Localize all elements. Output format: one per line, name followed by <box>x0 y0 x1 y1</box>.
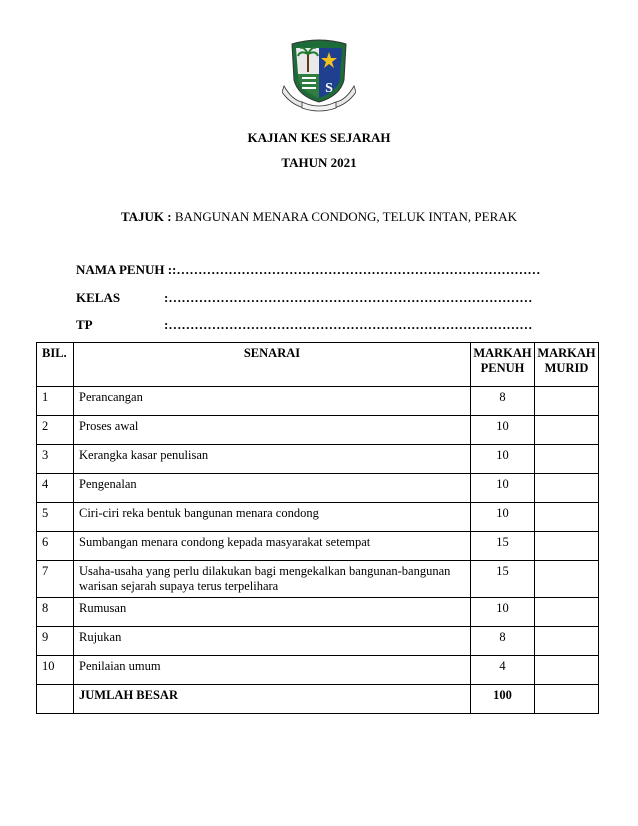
total-markah-penuh: 100 <box>471 685 535 714</box>
total-markah-murid[interactable] <box>535 685 599 714</box>
row-item: Rujukan <box>74 627 471 656</box>
row-bil: 3 <box>37 445 74 474</box>
row-item: Sumbangan menara condong kepada masyarakat setempat <box>74 532 471 561</box>
header-senarai: SENARAI <box>74 343 471 387</box>
svg-text:S: S <box>325 81 333 96</box>
table-row <box>37 416 599 445</box>
header-bil: BIL. <box>37 343 74 387</box>
name-field <box>76 262 540 278</box>
row-markah-penuh: 8 <box>471 387 535 416</box>
class-field <box>76 290 532 306</box>
row-bil: 6 <box>37 532 74 561</box>
row-markah-penuh: 15 <box>471 532 535 561</box>
row-item: Kerangka kasar penulisan <box>74 445 471 474</box>
row-item: Perancangan <box>74 387 471 416</box>
row-bil: 4 <box>37 474 74 503</box>
row-markah-murid[interactable] <box>535 387 599 416</box>
row-markah-murid[interactable] <box>535 561 599 598</box>
row-bil: 2 <box>37 416 74 445</box>
row-bil: 8 <box>37 598 74 627</box>
row-markah-murid[interactable] <box>535 445 599 474</box>
table-row <box>37 532 599 561</box>
row-bil: 7 <box>37 561 74 598</box>
class-label: KELAS <box>76 290 121 305</box>
table-row <box>37 656 599 685</box>
row-item: Penilaian umum <box>74 656 471 685</box>
table-row <box>37 387 599 416</box>
row-item: Proses awal <box>74 416 471 445</box>
row-item: Usaha-usaha yang perlu dilakukan bagi mengekalkan bangunan-bangunan warisan sejarah supaya terus terpelihara <box>74 561 471 598</box>
table-row <box>37 503 599 532</box>
table-row <box>37 598 599 627</box>
row-bil: 9 <box>37 627 74 656</box>
header-markah-penuh: MARKAH PENUH <box>471 343 535 387</box>
tp-label: TP <box>76 317 93 332</box>
tp-blank: :………………………………………………………………………… <box>164 317 533 332</box>
marks-table <box>36 342 599 714</box>
row-markah-murid[interactable] <box>535 474 599 503</box>
document-title: KAJIAN KES SEJARAH <box>247 130 391 145</box>
row-bil: 10 <box>37 656 74 685</box>
row-markah-penuh: 10 <box>471 474 535 503</box>
row-markah-murid[interactable] <box>535 656 599 685</box>
row-markah-murid[interactable] <box>535 532 599 561</box>
row-markah-murid[interactable] <box>535 503 599 532</box>
row-item: Rumusan <box>74 598 471 627</box>
table-row <box>37 627 599 656</box>
row-item: Pengenalan <box>74 474 471 503</box>
row-item: Ciri-ciri reka bentuk bangunan menara condong <box>74 503 471 532</box>
topic-line <box>0 209 638 225</box>
topic-label: TAJUK : <box>120 209 172 224</box>
row-markah-penuh: 10 <box>471 503 535 532</box>
row-markah-penuh: 8 <box>471 627 535 656</box>
header-markah-murid: MARKAH MURID <box>535 343 599 387</box>
row-markah-murid[interactable] <box>535 416 599 445</box>
class-blank: :………………………………………………………………………… <box>164 290 533 305</box>
row-markah-murid[interactable] <box>535 627 599 656</box>
school-crest-logo <box>282 36 356 114</box>
table-row <box>37 445 599 474</box>
total-row <box>37 685 599 714</box>
document-year: TAHUN 2021 <box>281 155 357 170</box>
topic-text: BANGUNAN MENARA CONDONG, TELUK INTAN, PERAK <box>174 209 518 224</box>
total-label: JUMLAH BESAR <box>74 685 471 714</box>
name-blank: :………………………………………………………………………… <box>172 262 541 277</box>
name-label: NAMA PENUH : <box>76 262 173 277</box>
row-markah-penuh: 10 <box>471 445 535 474</box>
table-row <box>37 561 599 598</box>
row-markah-penuh: 10 <box>471 598 535 627</box>
row-markah-penuh: 4 <box>471 656 535 685</box>
row-markah-penuh: 15 <box>471 561 535 598</box>
table-header-row <box>37 343 599 387</box>
table-row <box>37 474 599 503</box>
row-markah-murid[interactable] <box>535 598 599 627</box>
row-bil: 1 <box>37 387 74 416</box>
tp-field <box>76 317 532 333</box>
total-bil <box>37 685 74 714</box>
row-bil: 5 <box>37 503 74 532</box>
row-markah-penuh: 10 <box>471 416 535 445</box>
